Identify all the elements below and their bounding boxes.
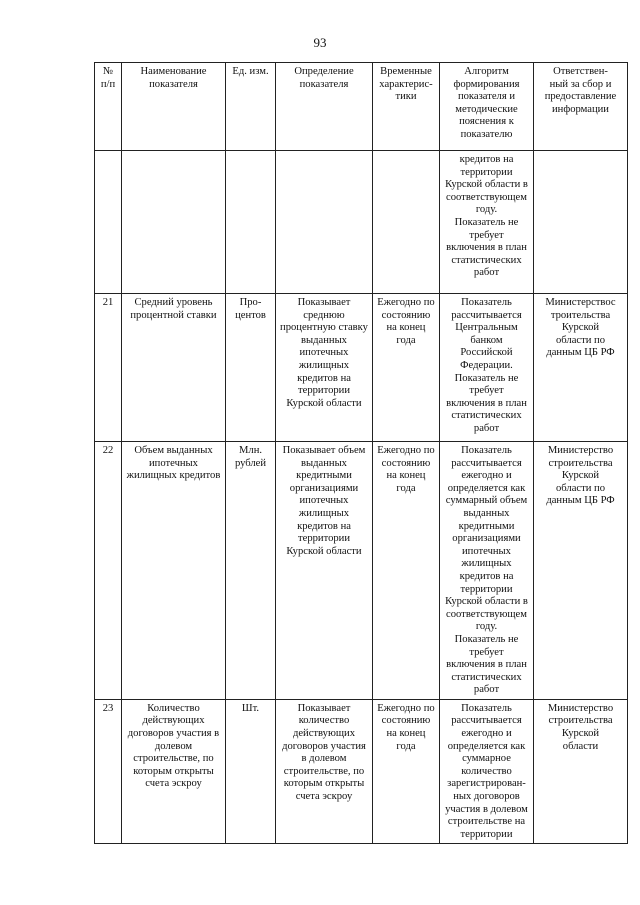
- cell-unit: Шт.: [226, 699, 276, 844]
- table-row: [95, 442, 628, 700]
- cell-definition: Показывает количество действующих договоров участия в долевом строительстве, по которым открыты счета эскроу: [276, 699, 373, 844]
- header-responsible: Ответствен- ный за сбор и предоставление информации: [534, 63, 628, 151]
- table-row: [95, 294, 628, 442]
- cell-algorithm: Показатель рассчитывается ежегодно и определяется как суммарный объем выданных кредитными организациями ипотечных жилищных кредитов на территории Курской области в соответствующем году. Показатель не требует включения в план статистических работ: [440, 442, 534, 700]
- table-row: [95, 151, 628, 294]
- header-unit: Ед. изм.: [226, 63, 276, 151]
- cell-time: Ежегодно по состоянию на конец года: [373, 442, 440, 700]
- cell-definition: Показывает объем выданных кредитными организациями ипотечных жилищных кредитов на территории Курской области: [276, 442, 373, 700]
- cell-unit: Про- центов: [226, 294, 276, 442]
- header-indicator-name: Наименование показателя: [122, 63, 226, 151]
- header-algorithm: Алгоритм формирования показателя и методические пояснения к показателю: [440, 63, 534, 151]
- header-definition: Определение показателя: [276, 63, 373, 151]
- cell-time: Ежегодно по состоянию на конец года: [373, 699, 440, 844]
- cell-time: Ежегодно по состоянию на конец года: [373, 294, 440, 442]
- cell-number: 21: [95, 294, 122, 442]
- cell-definition: [276, 151, 373, 294]
- cell-responsible: Министерство строительства Курской области по данным ЦБ РФ: [534, 442, 628, 700]
- cell-number: [95, 151, 122, 294]
- cell-unit: [226, 151, 276, 294]
- cell-indicator-name: Количество действующих договоров участия в долевом строительстве, по которым открыты счета эскроу: [122, 699, 226, 844]
- cell-responsible: Министерство строительства Курской области: [534, 699, 628, 844]
- page-number: 93: [313, 35, 327, 50]
- cell-indicator-name: Средний уровень процентной ставки: [122, 294, 226, 442]
- cell-algorithm: кредитов на территории Курской области в соответствующем году. Показатель не требует включения в план статистических работ: [440, 151, 534, 294]
- header-number: № п/п: [95, 63, 122, 151]
- table-row: [95, 699, 628, 844]
- cell-number: 22: [95, 442, 122, 700]
- cell-responsible: Министерствос троительства Курской области по данным ЦБ РФ: [534, 294, 628, 442]
- cell-definition: Показывает среднюю процентную ставку выданных ипотечных жилищных кредитов на территории Курской области: [276, 294, 373, 442]
- indicators-table: [94, 62, 628, 844]
- header-time-characteristics: Временные характерис- тики: [373, 63, 440, 151]
- cell-algorithm: Показатель рассчитывается ежегодно и определяется как суммарное количество зарегистрирован- ных договоров участия в долевом строительстве на территории: [440, 699, 534, 844]
- table-header-row: [95, 63, 628, 151]
- cell-indicator-name: [122, 151, 226, 294]
- cell-unit: Млн. рублей: [226, 442, 276, 700]
- cell-algorithm: Показатель рассчитывается Центральным банком Российской Федерации. Показатель не требует включения в план статистических работ: [440, 294, 534, 442]
- cell-indicator-name: Объем выданных ипотечных жилищных кредитов: [122, 442, 226, 700]
- cell-responsible: [534, 151, 628, 294]
- cell-time: [373, 151, 440, 294]
- cell-number: 23: [95, 699, 122, 844]
